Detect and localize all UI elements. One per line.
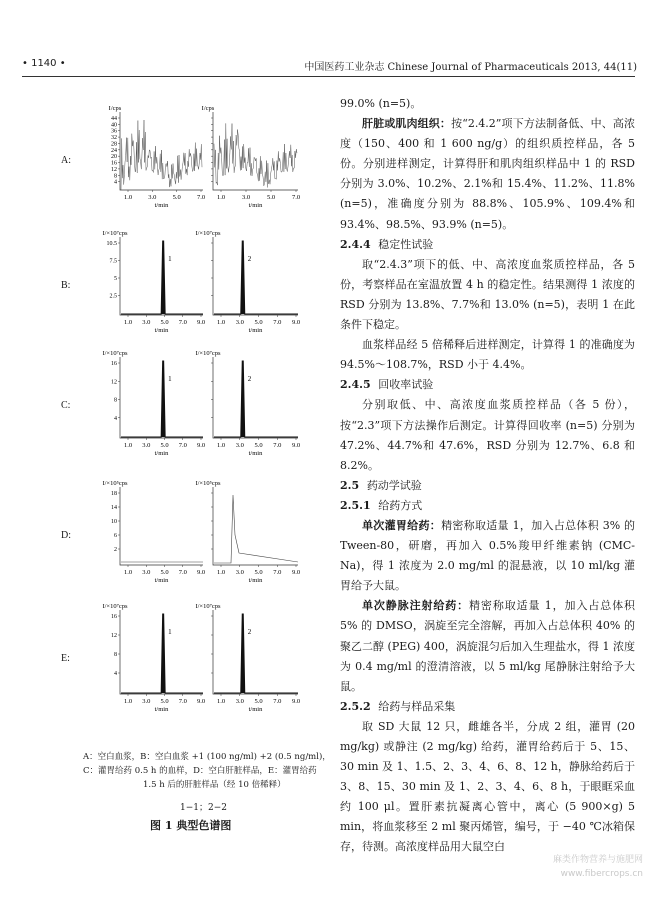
x-tick-label: 5.0 [172,194,181,201]
y-tick-label: 12 [111,379,117,386]
x-tick-label: 1.0 [123,698,133,705]
chromatogram-peak [214,614,298,693]
section-number: 2.5.2 [340,699,371,713]
y-tick-label: 4 [114,671,117,677]
figure-1 [55,90,331,832]
section-heading [340,476,635,496]
x-tick-label: 5.0 [254,319,263,326]
y-tick-label: 20 [111,154,117,161]
figure-subcaption: 1−1；2−2 [180,803,227,813]
section-title: 药动学试验 [366,478,422,492]
x-axis-label: t/min [248,577,263,584]
journal-title: 中国医药工业杂志 Chinese Journal of Pharmaceuticals 2013, 44(11) [304,62,637,73]
x-axis-label: t/min [248,706,263,713]
y-tick-label: 2.5 [109,293,117,300]
axis [213,237,298,315]
chromatogram-panel [195,480,300,584]
peak-label: 1 [168,255,172,263]
x-tick-label: 7.0 [273,319,282,326]
x-tick-label: 9.0 [196,569,206,576]
x-tick-label: 5.0 [254,442,263,449]
chromatogram-peak [121,241,203,314]
x-tick-label: 9.0 [196,698,206,705]
x-axis-label: t/min [154,706,169,713]
chromatogram-panel [109,105,205,209]
x-tick-label: 1.0 [216,319,226,326]
panel-row-label: B: [61,280,71,291]
chromatogram-trace [121,120,202,190]
chromatogram-panel [195,603,300,713]
x-tick-label: 3.0 [142,698,151,705]
y-tick-label: 12 [111,633,117,639]
chromatogram-panel [102,350,205,457]
y-axis-label: I/×10⁷cps [195,603,221,610]
section-number: 2.4.5 [340,378,371,392]
x-tick-label: 3.0 [235,698,244,705]
watermark [553,853,643,881]
x-tick-label: 9.0 [291,319,301,326]
x-tick-label: 5.0 [160,569,169,576]
panel-row-label: A: [61,155,71,166]
x-tick-label: 1.0 [123,319,133,326]
x-tick-label: 5.0 [254,698,263,705]
x-axis-label: t/min [154,202,169,209]
x-tick-label: 3.0 [235,442,244,449]
y-tick-label: 44 [111,116,117,122]
paragraph [340,516,635,596]
y-tick-label: 16 [111,614,117,620]
x-tick-label: 9.0 [291,698,301,705]
body-text [340,94,635,858]
y-tick-label: 2 [114,547,117,553]
peak-label: 1 [168,375,172,383]
chromatogram-panel [102,230,205,334]
y-tick-label: 8 [114,652,117,658]
chromatogram-row [55,475,325,587]
y-axis-label: I/cps [108,105,122,112]
paragraph-text: 精密称取适量 1，加入占总体积 3% 的 Tween-80，研磨，再加入 0.5%羧甲纤维素钠 (CMC-Na)，得 1 浓度为 2.0 mg/ml 的混悬液，以 10 ml/kg 灌胃给予大鼠。 [340,518,635,593]
section-title: 回收率试验 [378,378,434,392]
x-tick-label: 7.0 [273,442,282,449]
peak-label: 2 [247,375,252,383]
y-axis-label: I/×10⁷cps [102,230,128,237]
x-tick-label: 5.0 [160,698,169,705]
chromatogram-panel [102,603,205,713]
section-number: 2.4.4 [340,237,371,251]
axis [213,487,298,565]
panel-row-label: E: [61,653,70,664]
paragraph [340,596,635,696]
paragraph: 取 SD 大鼠 12 只，雌雄各半，分成 2 组，灌胃 (20 mg/kg) 或静注 (2 mg/kg) 给药，灌胃给药后于 5、15、30 min 及 1、1.5、2、3、4、6、8、12 h，静脉给药后于 3、8、15、30 min 及 1、2、3、4、6、8 h，于眼眶采血约 100 μl。置肝素抗凝离心管中，离心 (5 900×g) 5 min，将血浆移至 2 ml 聚丙烯管，编号，于 −40 ℃冰箱保存，待测。高浓度样品用大鼠空白 [340,719,635,854]
x-tick-label: 7.0 [273,698,282,705]
chromatogram-panel [195,230,300,334]
caption-line: C：灌胃给药 0.5 h 的血样，D：空白肝脏样品，E：灌胃给药 [83,766,317,776]
y-tick-label: 10.5 [106,241,117,247]
chromatogram-peak [121,361,203,437]
panel-row-label: D: [61,530,71,541]
x-axis-label: t/min [154,327,169,334]
section-number: 2.5 [340,478,360,492]
chromatogram-row [55,225,325,337]
section-title: 稳定性试验 [378,237,434,251]
y-tick-label: 7.5 [109,258,117,265]
section-title: 给药与样品采集 [378,699,456,713]
y-axis-label: I/×10⁵cps [195,480,221,487]
chromatogram-peak [121,614,203,693]
axis [213,357,298,438]
x-tick-label: 3.0 [142,442,151,449]
x-tick-label: 5.0 [160,319,169,326]
y-tick-label: 16 [111,361,117,367]
x-tick-label: 7.0 [178,319,187,326]
axis [213,610,298,694]
x-tick-label: 9.0 [291,569,301,576]
x-tick-label: 7.0 [273,569,282,576]
x-tick-label: 5.0 [266,194,276,201]
section-number: 2.5.1 [340,498,371,512]
axis [120,487,203,565]
section-heading [340,496,635,516]
y-tick-label: 18 [111,491,117,497]
chromatogram-row [55,345,325,460]
y-tick-label: 4 [114,179,117,186]
section-heading [340,697,635,717]
section-heading [340,375,635,395]
peak-label: 2 [247,628,252,636]
y-tick-label: 40 [111,122,117,129]
chromatogram-trace [214,495,298,563]
peak-label: 1 [168,628,172,636]
paragraph-text: 精密称取适量 1，加入占总体积 5% 的 DMSO，涡旋至完全溶解，再加入占总体积 40% 的聚乙二醇 (PEG) 400，涡旋混匀后加入生理盐水，得 1 浓度为 0.4 mg/ml 的澄清溶液，以 5 ml/kg 尾静脉注射给予大鼠。 [340,599,636,693]
y-tick-label: 14 [111,505,117,511]
x-tick-label: 5.0 [254,569,263,576]
x-tick-label: 9.0 [291,442,301,449]
y-axis-label: I/×10⁷cps [195,350,221,357]
y-tick-label: 4 [114,415,117,422]
chromatogram-peak [214,241,298,314]
y-tick-label: 32 [111,135,117,142]
x-tick-label: 1.0 [123,569,133,576]
y-axis-label: I/×10⁷cps [102,603,128,610]
x-tick-label: 9.0 [196,319,206,326]
x-tick-label: 1.0 [123,194,133,201]
x-axis-label: t/min [154,577,169,584]
x-tick-label: 1.0 [123,442,133,449]
chromatogram-row [55,100,325,212]
x-tick-label: 1.0 [216,698,226,705]
y-axis-label: I/cps [201,105,215,112]
x-tick-label: 1.0 [216,442,226,449]
chromatogram-row [55,598,325,716]
paragraph: 血浆样品经 5 倍稀释后进样测定，计算得 1 的准确度为 94.5%～108.7%，RSD 小于 4.4%。 [340,338,635,372]
y-tick-label: 16 [111,160,117,167]
caption-line: A：空白血浆，B：空白血浆 +1 (100 ng/ml) +2 (0.5 ng/ml)， [83,752,331,762]
x-tick-label: 1.0 [216,569,226,576]
paragraph: 99.0% (n=5)。 [340,97,422,110]
y-axis-label: I/×10⁷cps [195,230,221,237]
chromatogram-panel [202,105,300,209]
paragraph: 取“2.4.3”项下的低、中、高浓度血浆质控样品，各 5 份，考察样品在室温放置 4 h 的稳定性。结果测得 1 浓度的 RSD 分别为 13.8%、7.7%和 13.0% (n=5)，表明 1 在此条件下稳定。 [340,257,635,332]
x-axis-label: t/min [248,202,263,209]
paragraph: 分别取低、中、高浓度血浆质控样品（各 5 份），按“2.3”项下方法操作后测定。计算得回收率 (n=5) 分别为 47.2%、44.7%和 47.6%，RSD 分别为 12.7%、6.8 和 8.2%。 [340,398,635,472]
x-axis-label: t/min [248,327,263,334]
watermark-line: www.fibercrops.cn [560,869,643,879]
y-tick-label: 12 [111,166,117,173]
x-tick-label: 7.0 [178,442,187,449]
paragraph [340,114,635,235]
page-number: • 1140 • [22,58,66,69]
paragraph-lead: 单次静脉注射给药： [362,599,470,613]
y-axis-label: I/×10⁵cps [102,480,128,487]
header-rule [22,76,635,77]
chromatogram-peak [214,361,298,437]
y-tick-label: 8 [114,397,117,404]
x-tick-label: 7.0 [178,698,187,705]
y-tick-label: 24 [111,147,117,154]
x-axis-label: t/min [154,450,169,457]
figure-caption [83,750,333,792]
page-header [24,56,637,76]
paragraph-lead: 肝脏或肌肉组织： [362,117,452,131]
x-tick-label: 1.0 [216,194,226,201]
x-tick-label: 7.0 [178,569,187,576]
y-tick-label: 6 [114,533,117,539]
watermark-line: 麻类作物营养与施肥网 [552,855,643,865]
y-tick-label: 5 [114,276,117,282]
x-tick-label: 7.0 [291,194,301,201]
chromatogram-panel [102,480,205,584]
y-tick-label: 10 [111,519,117,525]
y-tick-label: 8 [114,173,117,180]
x-tick-label: 3.0 [235,319,244,326]
y-tick-label: 36 [111,128,117,135]
paragraph-lead: 单次灌胃给药： [362,518,442,532]
figure-title: 图 1 典型色谱图 [150,819,232,832]
caption-line: 1.5 h 后的肝脏样品（经 10 倍稀释） [143,780,286,790]
section-title: 给药方式 [378,498,423,512]
x-tick-label: 3.0 [235,569,244,576]
x-tick-label: 7.0 [196,194,206,201]
panel-row-label: C: [61,400,71,411]
x-tick-label: 3.0 [241,194,251,201]
y-tick-label: 28 [111,141,117,148]
paragraph-text: 按“2.4.2”项下方法制备低、中、高浓度（150、400 和 1 600 ng/g）的组织质控样品，各 5 份。分别进样测定，计算得肝和肌肉组织样品中 1 的 RSD 分别为 3.0%、10.2%、2.1%和 15.4%、11.2%、11.8% (n=5)，准确度分别为 88.8%、105.9%、109.4%和 93.4%、98.5%、93.9% (n=5)。 [340,117,635,231]
x-axis-label: t/min [248,450,263,457]
x-tick-label: 3.0 [148,194,157,201]
y-axis-label: I/×10⁷cps [102,350,128,357]
x-tick-label: 9.0 [196,442,206,449]
chromatogram-trace [214,123,297,187]
section-heading [340,235,635,255]
x-tick-label: 3.0 [142,319,151,326]
x-tick-label: 5.0 [160,442,169,449]
chromatogram-panel [195,350,300,457]
x-tick-label: 3.0 [142,569,151,576]
peak-label: 2 [247,255,252,263]
